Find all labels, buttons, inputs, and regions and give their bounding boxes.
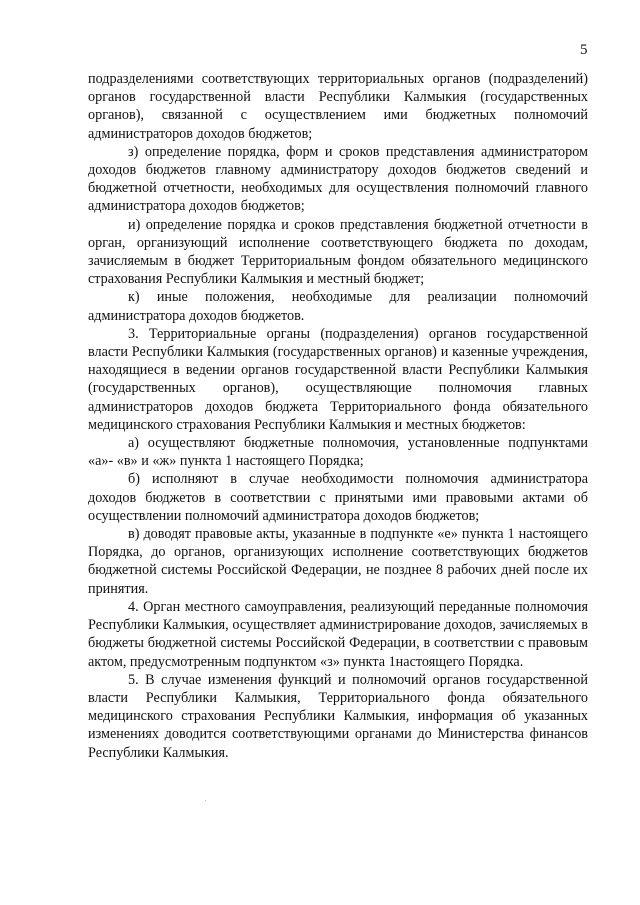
page-number: 5 <box>580 42 588 58</box>
paragraph-item-z: з) определение порядка, форм и сроков представления администратором доходов бюджетов главному администратору доходов бюджетов сведений и бюджетной отчетности, необходимых для осуществления полномочий главного администратора доходов бюджетов; <box>88 143 588 215</box>
paragraph-item-a: а) осуществляют бюджетные полномочия, установленные подпунктами «а»- «в» и «ж» пункта 1 настоящего Порядка; <box>88 435 588 470</box>
scan-speck <box>205 800 206 801</box>
paragraph-continuation: подразделениями соответствующих территориальных органов (подразделений) органов государственной власти Республики Калмыкия (государственных органов), связанной с осуществлением ими бюджетных полномочий администраторов доходов бюджетов; <box>88 71 588 142</box>
paragraph-item-b: б) исполняют в случае необходимости полномочия администратора доходов бюджетов в соответствии с принятыми ими правовыми актами об осуществлении полномочий администратора доходов бюджетов; <box>88 471 588 524</box>
paragraph-item-i: и) определение порядка и сроков представления бюджетной отчетности в орган, организующий исполнение соответствующего бюджета по доходам, зачисляемым в бюджет Территориальным фондом обязательного медицинского страхования Республики Калмыкия и местный бюджет; <box>88 216 588 288</box>
paragraph-section-5: 5. В случае изменения функций и полномочий органов государственной власти Республики Калмыкия, Территориального фонда обязательного медицинского страхования Республики Калмыкия, информация об указанных изменениях доводится соответствующими органами до Министерства финансов Республики Калмыкия. <box>88 671 588 761</box>
document-body <box>88 70 588 762</box>
paragraph-item-k: к) иные положения, необходимые для реализации полномочий администратора доходов бюджетов. <box>88 289 588 324</box>
paragraph-section-4: 4. Орган местного самоуправления, реализующий переданные полномочия Республики Калмыкия, осуществляет администрирование доходов, зачисляемых в бюджеты бюджетной системы Российской Федерации, в соответствии с правовым актом, предусмотренным подпунктом «з» пункта 1настоящего Порядка. <box>88 598 588 670</box>
paragraph-item-v: в) доводят правовые акты, указанные в подпункте «е» пункта 1 настоящего Порядка, до органов, организующих исполнение соответствующих бюджетов бюджетной системы Российской Федерации, не позднее 8 рабочих дней после их принятия. <box>88 526 588 597</box>
paragraph-section-3: 3. Территориальные органы (подразделения) органов государственной власти Республики Калмыкия (государственных органов) и казенные учреждения, находящиеся в ведении органов государственной власти Республики Калмыкия (государственных органов), осуществляющие полномочия главных администраторов доходов бюджета Территориального фонда обязательного медицинского страхования Республики Калмыкия и местных бюджетов: <box>88 325 588 433</box>
